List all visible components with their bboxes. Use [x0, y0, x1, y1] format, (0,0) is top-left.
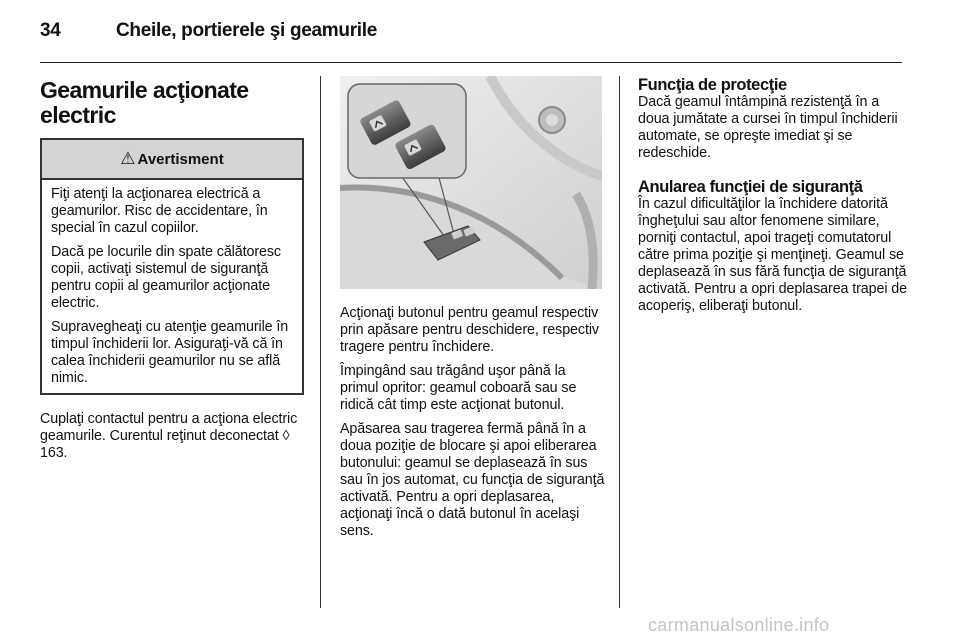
body-paragraph: Dacă geamul întâmpină rezistenţă în a doua jumătate a cursei în timpul închiderii automate, se opreşte imediat şi se redeschide.: [638, 94, 898, 161]
page-header: [40, 20, 920, 50]
page-title: Cheile, portierele şi geamurile: [116, 20, 378, 41]
page-reference[interactable]: 163.: [40, 445, 68, 461]
warning-paragraph: Supravegheaţi cu atenţie geamurile în timpul închiderii lor. Asiguraţi-vă că în calea închiderii geamurilor nu se află nimic.: [51, 319, 289, 386]
body-paragraph: Împingând sau trăgând uşor până la primul opritor: geamul coboară sau se ridică cât timp este acţionat butonul.: [340, 363, 577, 413]
warning-box: [40, 138, 304, 395]
page-reference-icon: ◊: [282, 428, 290, 444]
warning-title: Avertisment: [137, 150, 224, 168]
warning-header: [42, 140, 302, 180]
sub-heading: Funcţia de protecţie: [638, 76, 787, 94]
watermark: carmanualsonline.info: [648, 615, 830, 635]
column-right: [638, 76, 910, 315]
section-heading-line: electric: [40, 102, 116, 128]
warning-paragraph: Dacă pe locurile din spate călătoresc copii, activaţi sistemul de siguranţă pentru copii al geamurilor acţionate electric.: [51, 244, 281, 311]
page-number: 34: [40, 20, 61, 41]
window-switch-illustration: [340, 76, 602, 289]
body-paragraph: Acţionaţi butonul pentru geamul respectiv prin apăsare pentru deschidere, respectiv tragere pentru închidere.: [340, 305, 599, 355]
header-rule: [40, 62, 902, 63]
body-paragraph: În cazul dificultăţilor la închidere datorită îngheţului sau altor fenomene similare, porniţi contactul, apoi trageţi comutatorul către prima poziţie şi menţineţi. Geamul se deplasează în sus fără funcţia de siguranţă activată. Pentru a opri deplasarea trapei de acoperiş, eliberaţi butonul.: [638, 196, 908, 314]
body-paragraph: [40, 411, 304, 462]
body-text: Cuplaţi contactul pentru a acţiona electric geamurile. Curentul reţinut deconectat: [40, 411, 298, 444]
door-panel-drawing: [340, 76, 602, 289]
warning-body: [42, 180, 302, 393]
section-heading: [40, 78, 304, 128]
sub-heading: Anularea funcţiei de siguranţă: [638, 178, 863, 196]
body-paragraph: Apăsarea sau tragerea fermă până în a doua poziţie de blocare şi apoi eliberarea butonului: geamul se deplasează în sus sau în jos automat, cu funcţia de siguranţă activată. Pentru a opri deplasarea, acţionaţi încă o dată butonul în acelaşi sens.: [340, 421, 605, 539]
column-divider: [320, 76, 321, 608]
column-left: [40, 76, 304, 462]
warning-paragraph: Fiţi atenţi la acţionarea electrică a geamurilor. Risc de accidentare, în special în cazul copiilor.: [51, 186, 268, 236]
warning-triangle-icon: ⚠: [120, 149, 136, 168]
column-divider: [619, 76, 620, 608]
column-middle: [340, 76, 606, 540]
section-heading-line: Geamurile acţionate: [40, 77, 249, 103]
